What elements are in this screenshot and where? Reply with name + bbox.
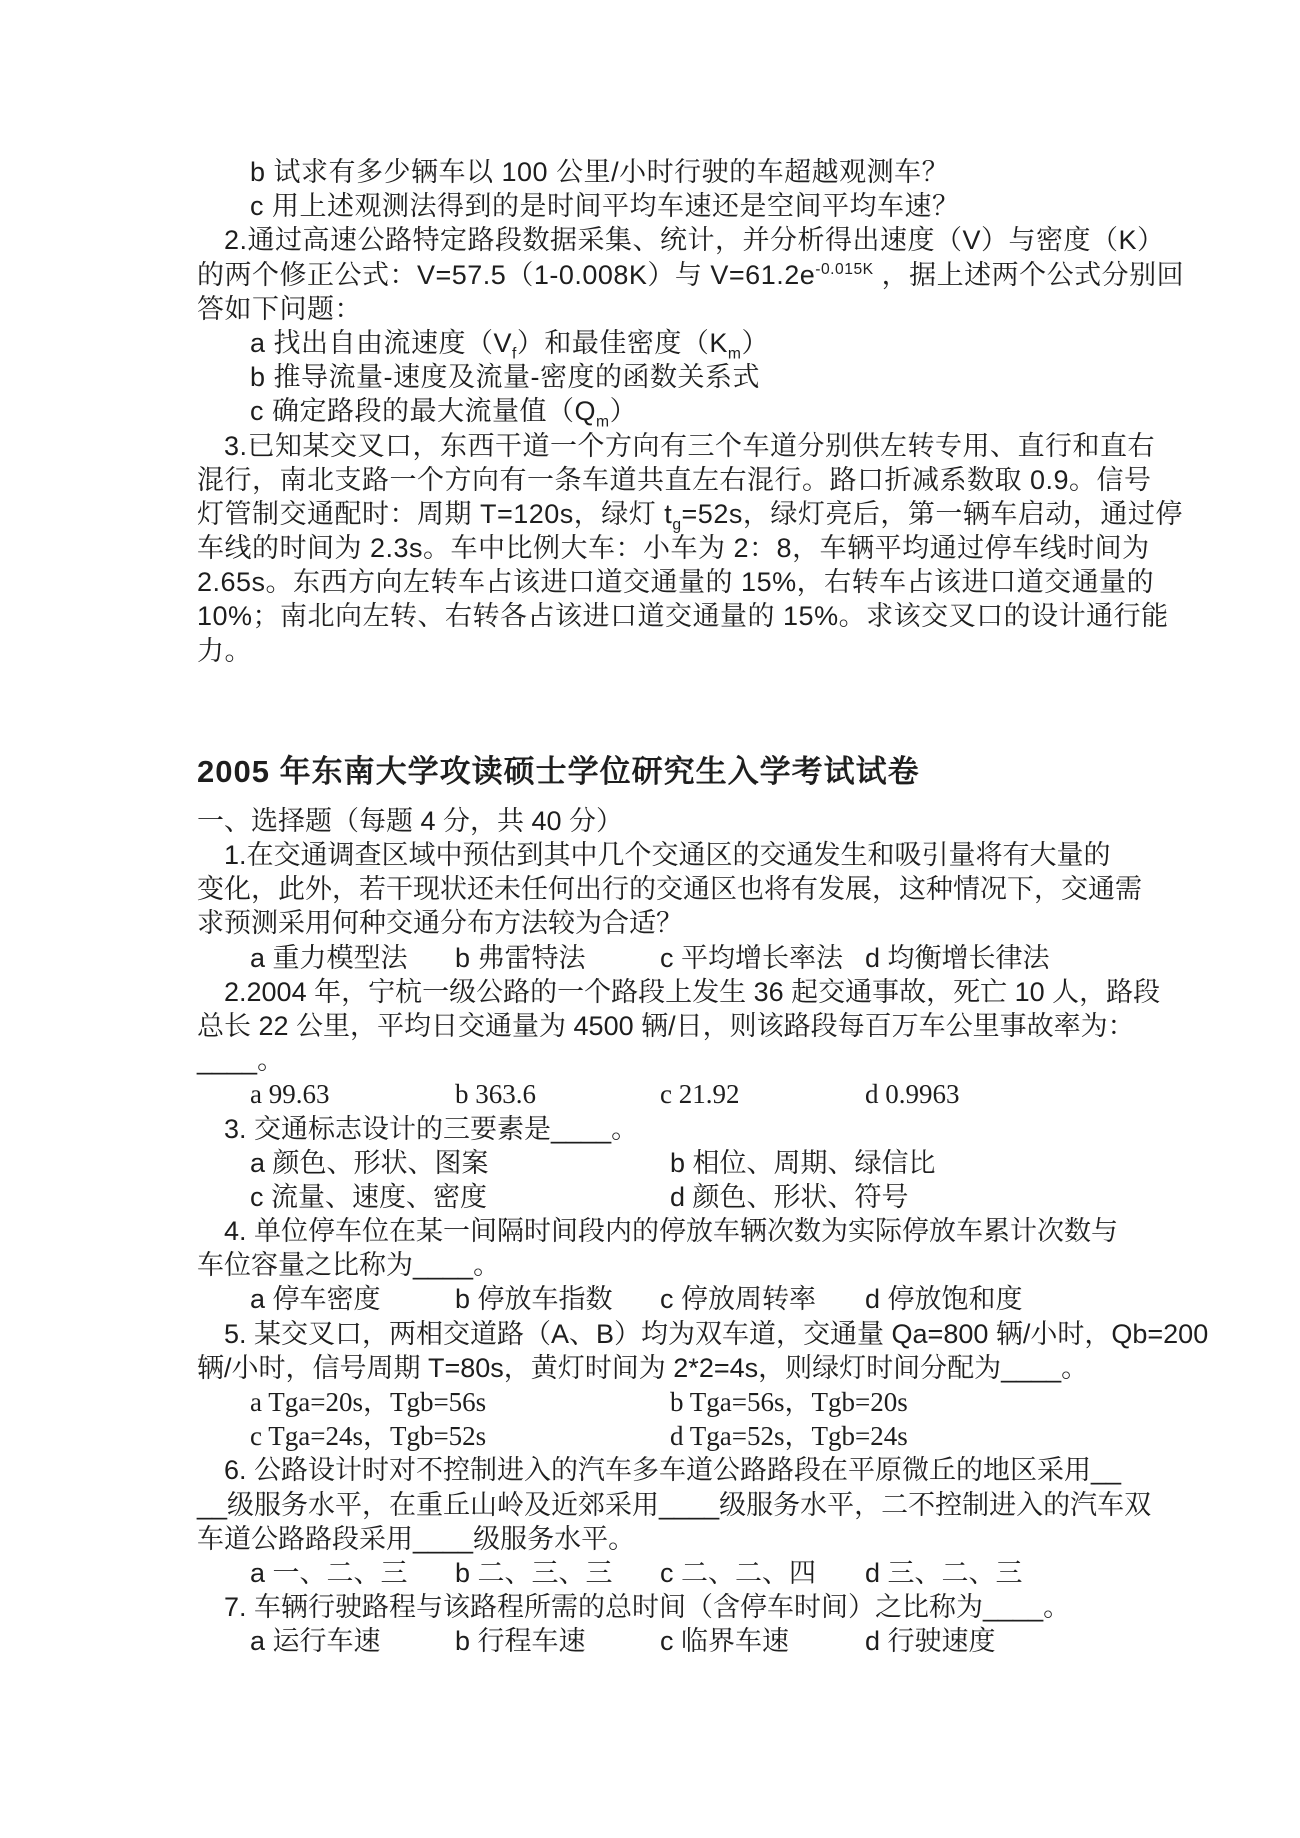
text-segment: a 找出自由流速度（V bbox=[250, 327, 513, 358]
options-row bbox=[197, 1077, 1150, 1111]
question-stem-line: 3. 交通标志设计的三要素是____。 bbox=[224, 1113, 639, 1144]
question-stem-line: 总长 22 公里，平均日交通量为 4500 辆/日，则该路段每百万车公里事故率为： bbox=[197, 1010, 1135, 1041]
option-a: a 运行车速 bbox=[250, 1626, 381, 1657]
text-line: b 试求有多少辆车以 100 公里/小时行驶的车超越观测车？ bbox=[250, 157, 950, 187]
formula-text: 的两个修正公式：V=57.5（1-0.008K）与 V=61.2e bbox=[197, 259, 816, 290]
text-segment: ） bbox=[609, 396, 638, 427]
option-c: c 停放周转率 bbox=[660, 1284, 817, 1315]
option-d: d Tga=52s，Tgb=24s bbox=[670, 1421, 908, 1452]
option-d: d 均衡增长律法 bbox=[865, 942, 1050, 973]
superscript-exponent: -0.015K bbox=[815, 260, 874, 278]
subscript: m bbox=[596, 413, 610, 431]
question-stem-line: 7. 车辆行驶路程与该路程所需的总时间（含停车时间）之比称为____。 bbox=[224, 1592, 1071, 1623]
option-c: c 平均增长率法 bbox=[660, 942, 844, 973]
text-line: 车线的时间为 2.3s。车中比例大车：小车为 2：8，车辆平均通过停车线时间为 bbox=[197, 533, 1150, 564]
question-stem-line: 辆/小时，信号周期 T=80s，黄灯时间为 2*2=4s，则绿灯时间分配为____。 bbox=[197, 1352, 1089, 1383]
option-a: a 一、二、三 bbox=[250, 1557, 408, 1588]
question-stem-line: 车位容量之比称为____。 bbox=[197, 1250, 501, 1281]
subscript: g bbox=[672, 516, 682, 534]
question-stem-line: 5. 某交叉口，两相交道路（A、B）均为双车道，交通量 Qa=800 辆/小时，Qb=200 bbox=[224, 1318, 1209, 1349]
option-d: d 行驶速度 bbox=[865, 1626, 996, 1657]
option-b: b 弗雷特法 bbox=[455, 942, 586, 973]
question-stem-line: 6. 公路设计时对不控制进入的汽车多车道公路路段在平原微丘的地区采用__ bbox=[224, 1455, 1122, 1486]
exam-body bbox=[197, 804, 1209, 1659]
options-row bbox=[197, 1624, 1150, 1658]
text-line: c 用上述观测法得到的是时间平均车速还是空间平均车速？ bbox=[250, 191, 960, 222]
question-stem-line: 变化，此外，若干现状还未任何出行的交通区也将有发展，这种情况下，交通需 bbox=[197, 874, 1142, 905]
text-segment: =52s，绿灯亮后，第一辆车启动，通过停 bbox=[681, 498, 1183, 529]
section-heading: 一、选择题（每题 4 分，共 40 分） bbox=[197, 805, 624, 836]
question-stem-line: 2.2004 年，宁杭一级公路的一个路段上发生 36 起交通事故，死亡 10 人，路段 bbox=[224, 976, 1161, 1007]
text-line: 答如下问题： bbox=[197, 293, 362, 324]
option-c: c 21.92 bbox=[660, 1079, 740, 1110]
blank-line: ____。 bbox=[197, 1045, 285, 1076]
sub-question-line bbox=[197, 394, 1150, 431]
question-stem-line: 车道公路路段采用____级服务水平。 bbox=[197, 1523, 636, 1554]
option-b: b 363.6 bbox=[455, 1079, 536, 1110]
text-line: 2.65s。东西方向左转车占该进口道交通量的 15%，右转车占该进口道交通量的 bbox=[197, 567, 1155, 598]
sub-question-line bbox=[197, 326, 1150, 363]
option-b: b 二、三、三 bbox=[455, 1557, 613, 1588]
formula-text: ，据上述两个公式分别回 bbox=[873, 259, 1185, 290]
options-row bbox=[197, 1146, 1150, 1180]
text-line: 力。 bbox=[197, 635, 252, 666]
options-row bbox=[197, 1180, 1150, 1214]
option-a: a 重力模型法 bbox=[250, 942, 408, 973]
option-d: d 三、二、三 bbox=[865, 1557, 1023, 1588]
text-segment: 灯管制交通配时：周期 T=120s，绿灯 t bbox=[197, 498, 673, 529]
option-a: a 99.63 bbox=[250, 1079, 330, 1110]
option-a: a Tga=20s，Tgb=56s bbox=[250, 1387, 487, 1417]
options-row bbox=[197, 1282, 1150, 1316]
option-b: b Tga=56s，Tgb=20s bbox=[670, 1387, 908, 1417]
option-d: d 停放饱和度 bbox=[865, 1284, 1023, 1315]
option-b: b 相位、周期、绿信比 bbox=[670, 1147, 936, 1178]
question-stem-line: 1.在交通调查区域中预估到其中几个交通区的交通发生和吸引量将有大量的 bbox=[224, 840, 1111, 870]
option-c: c 流量、速度、密度 bbox=[250, 1181, 488, 1212]
sub-question-line: b 推导流量-速度及流量-密度的函数关系式 bbox=[250, 362, 760, 393]
text-line: 10%；南北向左转、右转各占该进口道交通量的 15%。求该交叉口的设计通行能 bbox=[197, 601, 1169, 632]
option-b: b 行程车速 bbox=[455, 1626, 586, 1657]
option-a: a 停车密度 bbox=[250, 1284, 381, 1315]
text-line: 2.通过高速公路特定路段数据采集、统计，并分析得出速度（V）与密度（K） bbox=[224, 225, 1165, 256]
subscript: m bbox=[727, 345, 742, 363]
question-stem-line: __级服务水平，在重丘山岭及近郊采用____级服务水平，二不控制进入的汽车双 bbox=[197, 1489, 1152, 1520]
option-d: d 0.9963 bbox=[865, 1079, 960, 1110]
previous-exam-section bbox=[197, 155, 1185, 668]
question-stem-line: 求预测采用何种交通分布方法较为合适？ bbox=[197, 908, 683, 939]
text-segment: ）和最佳密度（K bbox=[516, 327, 728, 358]
options-row bbox=[197, 1556, 1150, 1590]
question-stem-line: 4. 单位停车位在某一间隔时间段内的停放车辆次数为实际停放车累计次数与 bbox=[224, 1216, 1119, 1247]
option-c: c 二、二、四 bbox=[660, 1557, 817, 1588]
text-line: 混行，南北支路一个方向有一条车道共直左右混行。路口折减系数取 0.9。信号 bbox=[197, 464, 1152, 495]
option-c: c 临界车速 bbox=[660, 1626, 790, 1657]
formula-line bbox=[197, 258, 1185, 292]
text-line: 3.已知某交叉口，东西干道一个方向有三个车道分别供左转专用、直行和直右 bbox=[224, 430, 1156, 461]
option-b: b 停放车指数 bbox=[455, 1284, 613, 1315]
text-segment: c 确定路段的最大流量值（Q bbox=[250, 396, 597, 427]
subscript: f bbox=[512, 345, 517, 363]
option-c: c Tga=24s，Tgb=52s bbox=[250, 1421, 487, 1452]
option-d: d 颜色、形状、符号 bbox=[670, 1181, 909, 1212]
options-row bbox=[197, 941, 1150, 975]
options-row bbox=[197, 1419, 1150, 1453]
text-segment: ） bbox=[741, 327, 769, 358]
option-a: a 颜色、形状、图案 bbox=[250, 1147, 489, 1178]
options-row bbox=[197, 1385, 1150, 1419]
text-line bbox=[197, 497, 1183, 534]
exam-title: 2005 年东南大学攻读硕士学位研究生入学考试试卷 bbox=[197, 753, 920, 789]
